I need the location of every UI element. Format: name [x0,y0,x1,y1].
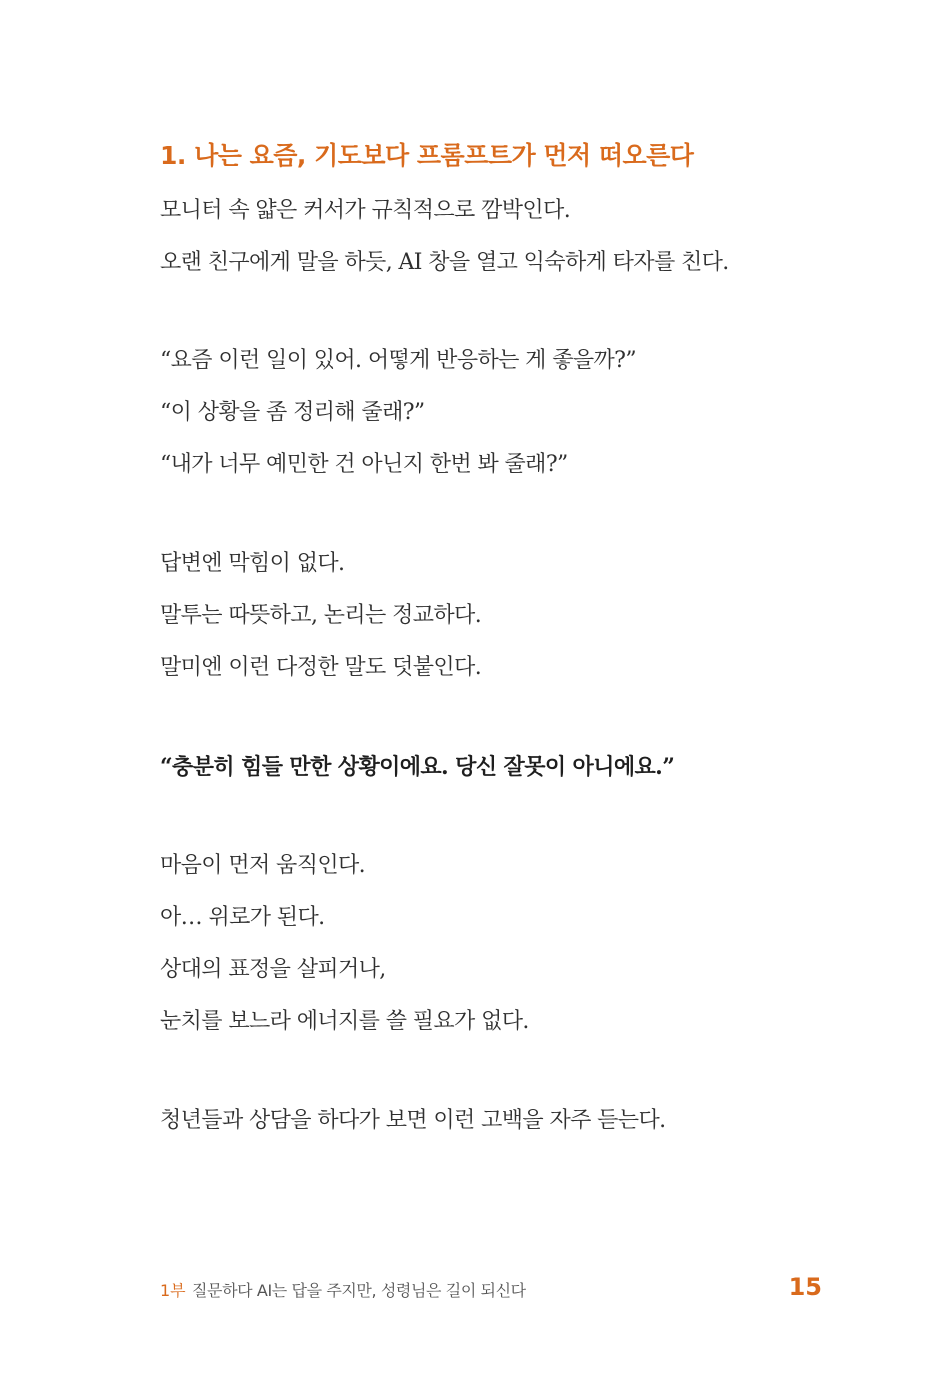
body-line: 상대의 표정을 살피거나, [160,957,386,982]
body-line: 아… 위로가 된다. [160,905,325,930]
footer-part-label: 1부 [160,1281,186,1300]
dialogue-line: “요즘 이런 일이 있어. 어떻게 반응하는 게 좋을까?” [160,348,637,373]
body-line: 눈치를 보느라 에너지를 쓸 필요가 없다. [160,1009,529,1034]
body-line: 말미엔 이런 다정한 말도 덧붙인다. [160,655,482,680]
body-line: 오랜 친구에게 말을 하듯, AI 창을 열고 익숙하게 타자를 친다. [160,250,729,275]
dialogue-line: “이 상황을 좀 정리해 줄래?” [160,400,425,425]
body-line: 모니터 속 얇은 커서가 규칙적으로 깜박인다. [160,198,571,223]
body-line: 말투는 따뜻하고, 논리는 정교하다. [160,603,482,628]
body-line: 청년들과 상담을 하다가 보면 이런 고백을 자주 듣는다. [160,1108,666,1133]
footer-book-title: 질문하다 AI는 답을 주지만, 성령님은 길이 되신다 [192,1281,526,1300]
body-line: 답변엔 막힘이 없다. [160,551,345,576]
emphasized-quote: “충분히 힘들 만한 상황이에요. 당신 잘못이 아니에요.” [160,754,675,780]
page-number: 15 [788,1273,822,1301]
body-line: 마음이 먼저 움직인다. [160,853,366,878]
dialogue-line: “내가 너무 예민한 건 아닌지 한번 봐 줄래?” [160,452,568,477]
section-heading: 1. 나는 요즘, 기도보다 프롬프트가 먼저 떠오른다 [160,141,694,170]
